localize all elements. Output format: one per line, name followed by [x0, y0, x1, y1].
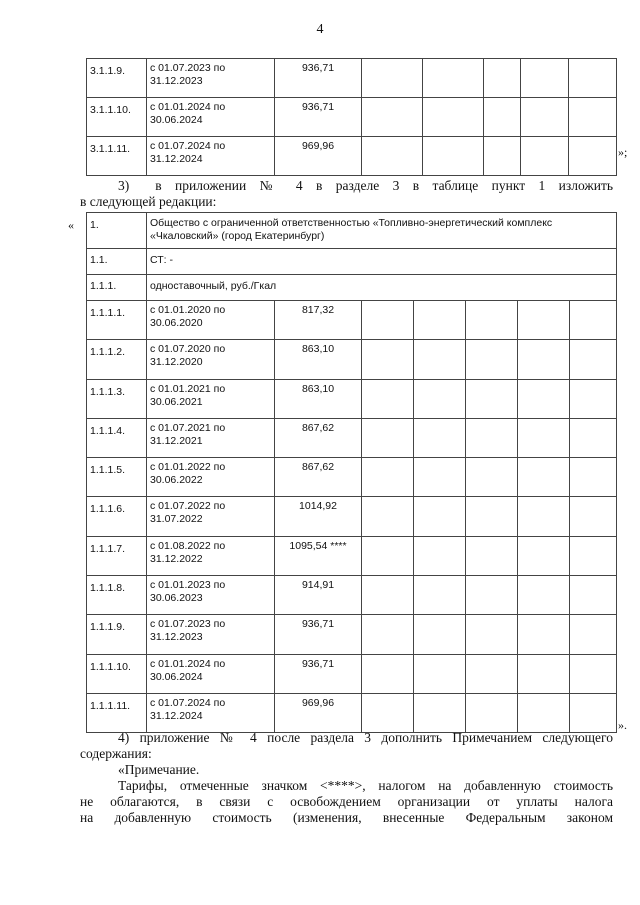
empty-cell: [362, 59, 423, 98]
empty-cell: [521, 59, 569, 98]
row-code: 3.1.1.11.: [87, 137, 147, 176]
row-code: 1.1.1.7.: [87, 536, 147, 575]
ct-label: СТ: -: [147, 249, 617, 275]
empty-cell: [466, 340, 518, 379]
table-row: [87, 340, 617, 379]
tariff-table-section-3: [86, 212, 617, 733]
empty-cell: [423, 98, 484, 137]
table-row: [87, 654, 617, 693]
row-tariff-value: 936,71: [275, 59, 362, 98]
empty-cell: [362, 137, 423, 176]
empty-cell: [521, 137, 569, 176]
row-code: 1.1.1.1.: [87, 301, 147, 340]
empty-cell: [466, 497, 518, 536]
empty-cell: [362, 576, 414, 615]
row-period: с 01.07.2021 по 31.12.2021: [147, 418, 275, 457]
empty-cell: [570, 693, 617, 732]
empty-cell: [570, 458, 617, 497]
empty-cell: [518, 418, 570, 457]
row-code: 1.1.: [87, 249, 147, 275]
empty-cell: [570, 536, 617, 575]
empty-cell: [569, 59, 617, 98]
row-tariff-value: 863,10: [275, 340, 362, 379]
empty-cell: [569, 137, 617, 176]
table-row: [87, 576, 617, 615]
table-row: [87, 418, 617, 457]
row-period: с 01.07.2020 по 31.12.2020: [147, 340, 275, 379]
row-code: 1.1.1.2.: [87, 340, 147, 379]
paragraph-3: [80, 178, 613, 210]
note-title: «Примечание.: [118, 762, 200, 777]
empty-cell: [518, 654, 570, 693]
rate-type-label: одноставочный, руб./Гкал: [147, 275, 617, 301]
empty-cell: [466, 418, 518, 457]
close-quote-mark: ».: [618, 718, 627, 732]
row-code: 1.1.1.3.: [87, 379, 147, 418]
empty-cell: [414, 576, 466, 615]
row-period: с 01.07.2022 по 31.07.2022: [147, 497, 275, 536]
row-period: с 01.01.2022 по 30.06.2022: [147, 458, 275, 497]
empty-cell: [414, 654, 466, 693]
tariff-table-continued: [86, 58, 617, 176]
table-row: [87, 59, 617, 98]
open-quote-mark: «: [68, 218, 74, 232]
table-row-ct: [87, 249, 617, 275]
row-period: с 01.07.2024 по 31.12.2024: [147, 693, 275, 732]
empty-cell: [362, 693, 414, 732]
empty-cell: [570, 497, 617, 536]
empty-cell: [414, 340, 466, 379]
empty-cell: [484, 59, 521, 98]
empty-cell: [466, 654, 518, 693]
table-row: [87, 536, 617, 575]
table-row-header: [87, 213, 617, 249]
empty-cell: [362, 301, 414, 340]
row-tariff-value: 1014,92: [275, 497, 362, 536]
row-code: 1.1.1.4.: [87, 418, 147, 457]
empty-cell: [423, 137, 484, 176]
empty-cell: [518, 340, 570, 379]
empty-cell: [362, 379, 414, 418]
row-tariff-value: 969,96: [275, 693, 362, 732]
paragraph-4-line-2: содержания:: [80, 746, 152, 761]
row-tariff-value: 936,71: [275, 98, 362, 137]
empty-cell: [570, 418, 617, 457]
empty-cell: [362, 654, 414, 693]
empty-cell: [570, 576, 617, 615]
row-period: с 01.01.2020 по 30.06.2020: [147, 301, 275, 340]
table-row: [87, 615, 617, 654]
row-code: 1.1.1.8.: [87, 576, 147, 615]
empty-cell: [466, 693, 518, 732]
table-row: [87, 693, 617, 732]
row-tariff-value: 936,71: [275, 654, 362, 693]
row-period: с 01.08.2022 по 31.12.2022: [147, 536, 275, 575]
empty-cell: [570, 615, 617, 654]
empty-cell: [362, 98, 423, 137]
row-code: 3.1.1.9.: [87, 59, 147, 98]
row-code: 1.1.1.10.: [87, 654, 147, 693]
empty-cell: [466, 301, 518, 340]
row-code: 1.: [87, 213, 147, 249]
empty-cell: [362, 458, 414, 497]
row-period: с 01.01.2021 по 30.06.2021: [147, 379, 275, 418]
table-row: [87, 379, 617, 418]
row-tariff-value: 863,10: [275, 379, 362, 418]
empty-cell: [518, 693, 570, 732]
empty-cell: [414, 458, 466, 497]
row-code: 1.1.1.6.: [87, 497, 147, 536]
note-line-2: не облагаются, в связи с освобождением организации от уплаты налога: [80, 794, 613, 809]
row-tariff-value: 936,71: [275, 615, 362, 654]
empty-cell: [570, 654, 617, 693]
empty-cell: [414, 379, 466, 418]
row-tariff-value: 867,62: [275, 418, 362, 457]
close-quote-mark: »;: [618, 145, 628, 159]
row-period: с 01.07.2023 по 31.12.2023: [147, 59, 275, 98]
empty-cell: [570, 301, 617, 340]
empty-cell: [518, 379, 570, 418]
row-code: 1.1.1.5.: [87, 458, 147, 497]
empty-cell: [570, 340, 617, 379]
row-period: с 01.01.2024 по 30.06.2024: [147, 98, 275, 137]
row-code: 3.1.1.10.: [87, 98, 147, 137]
empty-cell: [423, 59, 484, 98]
paragraph-3-line-1: в приложении № 4 в разделе 3 в таблице пункт 1 изложить: [155, 178, 613, 193]
empty-cell: [414, 301, 466, 340]
paragraph-4: [80, 730, 613, 826]
empty-cell: [466, 576, 518, 615]
row-tariff-value: 969,96: [275, 137, 362, 176]
row-tariff-value: 1095,54 ****: [275, 536, 362, 575]
table-row: [87, 458, 617, 497]
paragraph-4-line-1: 4) приложение № 4 после раздела 3 дополнить Примечанием следующего: [118, 730, 613, 745]
empty-cell: [484, 137, 521, 176]
table-row: [87, 497, 617, 536]
empty-cell: [362, 536, 414, 575]
empty-cell: [466, 379, 518, 418]
empty-cell: [518, 576, 570, 615]
table-row: [87, 98, 617, 137]
empty-cell: [570, 379, 617, 418]
page-number: 4: [316, 22, 324, 37]
note-line-3: на добавленную стоимость (изменения, внесенные Федеральным законом: [80, 810, 613, 825]
empty-cell: [466, 536, 518, 575]
empty-cell: [414, 536, 466, 575]
empty-cell: [362, 497, 414, 536]
paragraph-3-line-2: в следующей редакции:: [80, 194, 217, 209]
empty-cell: [414, 418, 466, 457]
row-period: с 01.01.2023 по 30.06.2023: [147, 576, 275, 615]
note-line-1: Тарифы, отмеченные значком <****>, налогом на добавленную стоимость: [118, 778, 613, 793]
row-tariff-value: 817,32: [275, 301, 362, 340]
row-code: 1.1.1.: [87, 275, 147, 301]
paragraph-3-number: 3): [118, 178, 130, 193]
empty-cell: [414, 497, 466, 536]
empty-cell: [484, 98, 521, 137]
row-tariff-value: 867,62: [275, 458, 362, 497]
empty-cell: [518, 301, 570, 340]
empty-cell: [414, 693, 466, 732]
empty-cell: [362, 615, 414, 654]
table-row-rate: [87, 275, 617, 301]
row-code: 1.1.1.9.: [87, 615, 147, 654]
organization-name: Общество с ограниченной ответственностью «Топливно-энергетический комплекс «Чкаловский» (город Екатеринбург): [147, 213, 617, 249]
table-row: [87, 137, 617, 176]
empty-cell: [569, 98, 617, 137]
row-code: 1.1.1.11.: [87, 693, 147, 732]
empty-cell: [414, 615, 466, 654]
empty-cell: [518, 536, 570, 575]
row-tariff-value: 914,91: [275, 576, 362, 615]
empty-cell: [466, 615, 518, 654]
empty-cell: [521, 98, 569, 137]
empty-cell: [518, 615, 570, 654]
empty-cell: [518, 458, 570, 497]
empty-cell: [362, 418, 414, 457]
empty-cell: [518, 497, 570, 536]
empty-cell: [466, 458, 518, 497]
row-period: с 01.07.2023 по 31.12.2023: [147, 615, 275, 654]
row-period: с 01.01.2024 по 30.06.2024: [147, 654, 275, 693]
table-row: [87, 301, 617, 340]
empty-cell: [362, 340, 414, 379]
row-period: с 01.07.2024 по 31.12.2024: [147, 137, 275, 176]
